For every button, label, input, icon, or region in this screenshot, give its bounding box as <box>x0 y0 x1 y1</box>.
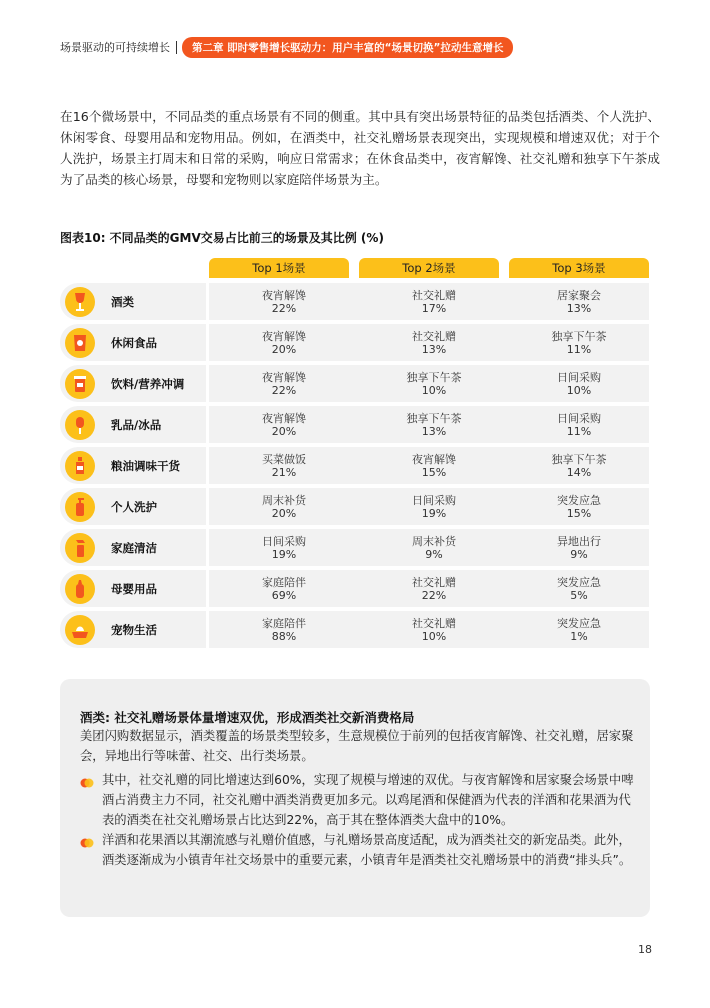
scenario-name: 买菜做饭 <box>262 452 306 466</box>
scenario-cell <box>209 447 359 484</box>
bullet-text: 其中，社交礼赠的同比增速达到60%，实现了规模与增速的双优。与夜宵解馋和居家聚会场景中啤酒占消费主力不同，社交礼赠中酒类消费更加多元。以鸡尾酒和保健酒为代表的洋酒和花果酒为代表的酒类在社交礼赠场景占比达到22%，高于其在整体酒类大盘中的10%。 <box>102 773 634 827</box>
scenario-share: 10% <box>421 383 447 397</box>
category-label <box>60 324 206 361</box>
scenario-cell <box>209 488 359 525</box>
scenario-name: 异地出行 <box>557 534 601 548</box>
chapter-badge: 第二章 即时零售增长驱动力：用户丰富的“场景切换”拉动生意增长 <box>182 37 513 58</box>
scenario-name: 周末补货 <box>412 534 456 548</box>
category-name: 宠物生活 <box>111 622 157 637</box>
scenario-share: 21% <box>271 465 297 479</box>
scenario-cell <box>359 570 509 607</box>
scenario-share: 1% <box>570 629 588 643</box>
scenario-share: 69% <box>271 588 297 602</box>
scenario-share: 11% <box>566 342 592 356</box>
category-label <box>60 570 206 607</box>
page-number: 18 <box>638 943 652 956</box>
bullet-text: 洋酒和花果酒以其潮流感与礼赠价值感，与礼赠场景高度适配，成为酒类社交的新宠品类。此外，酒类逐渐成为小镇青年社交场景中的重要元素，小镇青年是酒类社交礼赠场景中的消费“排头兵”。 <box>102 833 632 867</box>
spray-bottle-icon <box>65 533 95 563</box>
scenario-cell <box>509 488 649 525</box>
scenario-name: 社交礼赠 <box>412 329 456 343</box>
scenario-cell <box>509 324 649 361</box>
scenario-name: 日间采购 <box>412 493 456 507</box>
scenario-cell <box>509 406 649 443</box>
scenario-cell <box>509 570 649 607</box>
scenario-cell <box>359 611 509 648</box>
scenario-name: 突发应急 <box>557 616 601 630</box>
column-header: Top 1场景 <box>209 258 349 278</box>
scenario-name: 独享下午茶 <box>406 411 462 425</box>
scenario-name: 日间采购 <box>557 370 601 384</box>
pump-bottle-icon <box>65 492 95 522</box>
category-label <box>60 365 206 402</box>
scenario-name: 夜宵解馋 <box>262 329 306 343</box>
scenario-name: 独享下午茶 <box>551 329 607 343</box>
scenario-cell <box>359 447 509 484</box>
scenario-share: 15% <box>566 506 592 520</box>
scenario-cell <box>509 529 649 566</box>
scenario-name: 日间采购 <box>262 534 306 548</box>
scenario-cell <box>209 324 359 361</box>
category-name: 休闲食品 <box>111 335 157 350</box>
scenario-cell <box>209 529 359 566</box>
scenario-name: 家庭陪伴 <box>262 616 306 630</box>
scenario-name: 社交礼赠 <box>412 288 456 302</box>
snack-bag-icon <box>65 328 95 358</box>
baby-bottle-icon <box>65 574 95 604</box>
highlight-bullet-1 <box>80 770 640 830</box>
scenario-cell <box>209 406 359 443</box>
scenario-name: 居家聚会 <box>557 288 601 302</box>
scenario-name: 独享下午茶 <box>406 370 462 384</box>
scenario-name: 夜宵解馋 <box>262 411 306 425</box>
figure-title: 图表10: 不同品类的GMV交易占比前三的场景及其比例 (%) <box>60 231 384 245</box>
scenario-share: 19% <box>271 547 297 561</box>
category-name: 家庭清洁 <box>111 540 157 555</box>
scenario-share: 11% <box>566 424 592 438</box>
category-name: 个人洗护 <box>111 499 157 514</box>
scenario-cell <box>509 447 649 484</box>
scenario-cell <box>209 570 359 607</box>
scenario-share: 13% <box>421 342 447 356</box>
page-header <box>60 37 513 57</box>
scenario-cell <box>359 529 509 566</box>
ice-cream-icon <box>65 410 95 440</box>
oil-bottle-icon <box>65 451 95 481</box>
scenario-share: 9% <box>425 547 443 561</box>
scenario-share: 22% <box>271 301 297 315</box>
scenario-share: 22% <box>271 383 297 397</box>
scenario-share: 13% <box>566 301 592 315</box>
scenario-share: 17% <box>421 301 447 315</box>
scenario-cell <box>209 611 359 648</box>
scenario-share: 10% <box>566 383 592 397</box>
scenario-cell <box>509 283 649 320</box>
scenario-cell <box>209 283 359 320</box>
scenario-name: 夜宵解馋 <box>412 452 456 466</box>
scenario-name: 社交礼赠 <box>412 616 456 630</box>
bullet-dot-icon <box>80 830 102 870</box>
scenario-name: 夜宵解馋 <box>262 370 306 384</box>
category-label <box>60 406 206 443</box>
bullet-dot-icon <box>80 770 102 830</box>
scenario-share: 20% <box>271 342 297 356</box>
scenario-name: 夜宵解馋 <box>262 288 306 302</box>
category-name: 乳品/冰品 <box>111 417 162 432</box>
scenario-cell <box>509 611 649 648</box>
scenario-name: 突发应急 <box>557 575 601 589</box>
category-label <box>60 447 206 484</box>
highlight-bullet-2 <box>80 830 640 870</box>
scenario-share: 9% <box>570 547 588 561</box>
scenario-share: 13% <box>421 424 447 438</box>
scenario-name: 独享下午茶 <box>551 452 607 466</box>
column-header: Top 3场景 <box>509 258 649 278</box>
scenario-name: 社交礼赠 <box>412 575 456 589</box>
column-header: Top 2场景 <box>359 258 499 278</box>
scenario-share: 19% <box>421 506 447 520</box>
category-name: 粮油调味干货 <box>111 458 180 473</box>
scenario-share: 10% <box>421 629 447 643</box>
scenario-cell <box>509 365 649 402</box>
drink-cup-icon <box>65 369 95 399</box>
intro-paragraph: 在16个微场景中，不同品类的重点场景有不同的侧重。其中具有突出场景特征的品类包括酒类、个人洗护、休闲零食、母婴用品和宠物用品。例如，在酒类中，社交礼赠场景表现突出，实现规模和增速双优；对于个人洗护，场景主打周末和日常的采购，响应日常需求；在休食品类中，夜宵解馋、社交礼赠和独享下午茶成为了品类的核心场景，母婴和宠物则以家庭陪伴场景为主。 <box>60 109 660 187</box>
highlight-title: 酒类: 社交礼赠场景体量增速双优，形成酒类社交新消费格局 <box>80 710 415 725</box>
scenario-name: 日间采购 <box>557 411 601 425</box>
wine-glass-icon <box>65 287 95 317</box>
scenario-name: 周末补货 <box>262 493 306 507</box>
scenario-cell <box>359 406 509 443</box>
category-label <box>60 611 206 648</box>
scenario-share: 15% <box>421 465 447 479</box>
category-name: 饮料/营养冲调 <box>111 376 185 391</box>
scenario-share: 20% <box>271 424 297 438</box>
scenario-cell <box>209 365 359 402</box>
category-label <box>60 529 206 566</box>
scenario-cell <box>359 283 509 320</box>
scenario-share: 5% <box>570 588 588 602</box>
scenario-share: 22% <box>421 588 447 602</box>
scenario-share: 88% <box>271 629 297 643</box>
scenario-cell <box>359 324 509 361</box>
scenario-cell <box>359 488 509 525</box>
report-title: 场景驱动的可持续增长 <box>60 41 177 54</box>
category-name: 母婴用品 <box>111 581 157 596</box>
category-label <box>60 283 206 320</box>
pet-bowl-icon <box>65 615 95 645</box>
highlight-paragraph: 美团闪购数据显示，酒类覆盖的场景类型较多，生意规模位于前列的包括夜宵解馋、社交礼赠，居家聚会，异地出行等味蕾、社交、出行类场景。 <box>80 729 634 763</box>
category-label <box>60 488 206 525</box>
scenario-share: 20% <box>271 506 297 520</box>
scenario-name: 突发应急 <box>557 493 601 507</box>
scenario-cell <box>359 365 509 402</box>
scenario-name: 家庭陪伴 <box>262 575 306 589</box>
scenario-share: 14% <box>566 465 592 479</box>
category-name: 酒类 <box>111 294 134 309</box>
